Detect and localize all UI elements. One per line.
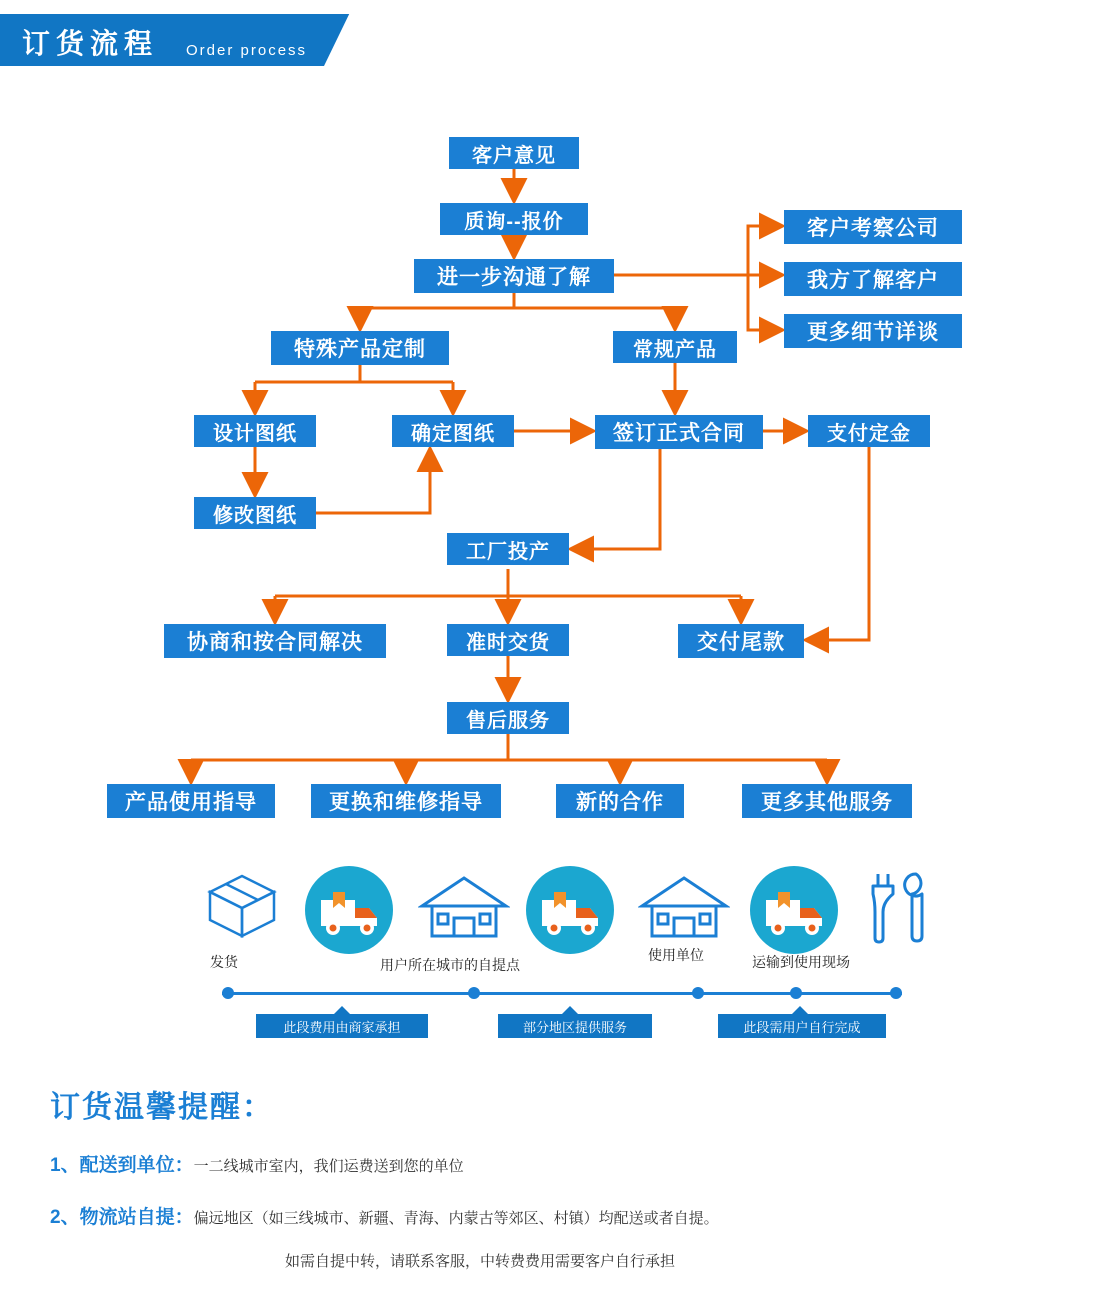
tools-wrench-icon — [862, 868, 934, 944]
flow-node: 新的合作 — [556, 784, 684, 818]
logistics-caption: 运输到使用现场 — [752, 954, 850, 970]
flow-node: 客户意见 — [449, 137, 579, 169]
flow-node: 支付定金 — [808, 415, 930, 447]
flow-node: 客户考察公司 — [784, 210, 962, 244]
flow-node: 准时交货 — [447, 624, 569, 656]
flow-node: 交付尾款 — [678, 624, 804, 658]
note-key: 配送到单位： — [79, 1155, 194, 1176]
logistics-caption: 发货 — [210, 954, 238, 970]
flow-node: 确定图纸 — [392, 415, 514, 447]
logistics-caption: 用户所在城市的自提点 — [380, 957, 520, 973]
timeline-tag-pointer — [792, 1006, 808, 1014]
note-subtext: 如需自提中转，请联系客服，中转费费用需要客户自行承担 — [285, 1253, 676, 1270]
flow-node: 产品使用指导 — [107, 784, 275, 818]
timeline-dot — [790, 987, 802, 999]
timeline-dot — [468, 987, 480, 999]
flow-node: 更多其他服务 — [742, 784, 912, 818]
flow-node: 修改图纸 — [194, 497, 316, 529]
package-box-icon — [202, 870, 282, 942]
flow-node: 更多细节详谈 — [784, 314, 962, 348]
note-number: 2、 — [50, 1207, 80, 1228]
page-title: 订货流程 — [22, 28, 159, 59]
note-item — [50, 1150, 464, 1177]
timeline-tag: 部分地区提供服务 — [498, 1014, 652, 1038]
note-number: 1、 — [50, 1155, 80, 1176]
timeline-dot — [222, 987, 234, 999]
note-item — [50, 1202, 719, 1229]
flow-node: 特殊产品定制 — [271, 331, 449, 365]
timeline-tag: 此段费用由商家承担 — [256, 1014, 428, 1038]
timeline-tag-pointer — [334, 1006, 350, 1014]
note-key: 物流站自提： — [79, 1207, 194, 1228]
flow-node: 更换和维修指导 — [311, 784, 501, 818]
house-icon — [638, 872, 730, 944]
flow-node: 售后服务 — [447, 702, 569, 734]
timeline-tag: 此段需用户自行完成 — [718, 1014, 886, 1038]
flow-node: 签订正式合同 — [595, 415, 763, 449]
flow-node: 质询--报价 — [440, 203, 588, 235]
logistics-caption: 使用单位 — [648, 947, 704, 963]
flow-node: 协商和按合同解决 — [164, 624, 386, 658]
note-value: 偏远地区（如三线城市、新疆、青海、内蒙古等郊区、村镇）均配送或者自提。 — [193, 1210, 719, 1227]
house-icon — [418, 872, 510, 944]
flow-node: 进一步沟通了解 — [414, 259, 614, 293]
timeline-tag-pointer — [562, 1006, 578, 1014]
delivery-truck-icon — [524, 864, 616, 956]
timeline-dot — [692, 987, 704, 999]
delivery-truck-icon — [748, 864, 840, 956]
flow-node: 常规产品 — [613, 331, 737, 363]
delivery-truck-icon — [303, 864, 395, 956]
page-subtitle: Order process — [186, 42, 308, 59]
note-value: 一二线城市室内，我们运费送到您的单位 — [193, 1158, 464, 1175]
flow-node: 设计图纸 — [194, 415, 316, 447]
flow-node: 我方了解客户 — [784, 262, 962, 296]
notes-title: 订货温馨提醒： — [50, 1091, 274, 1124]
timeline-dot — [890, 987, 902, 999]
flow-node: 工厂投产 — [447, 533, 569, 565]
